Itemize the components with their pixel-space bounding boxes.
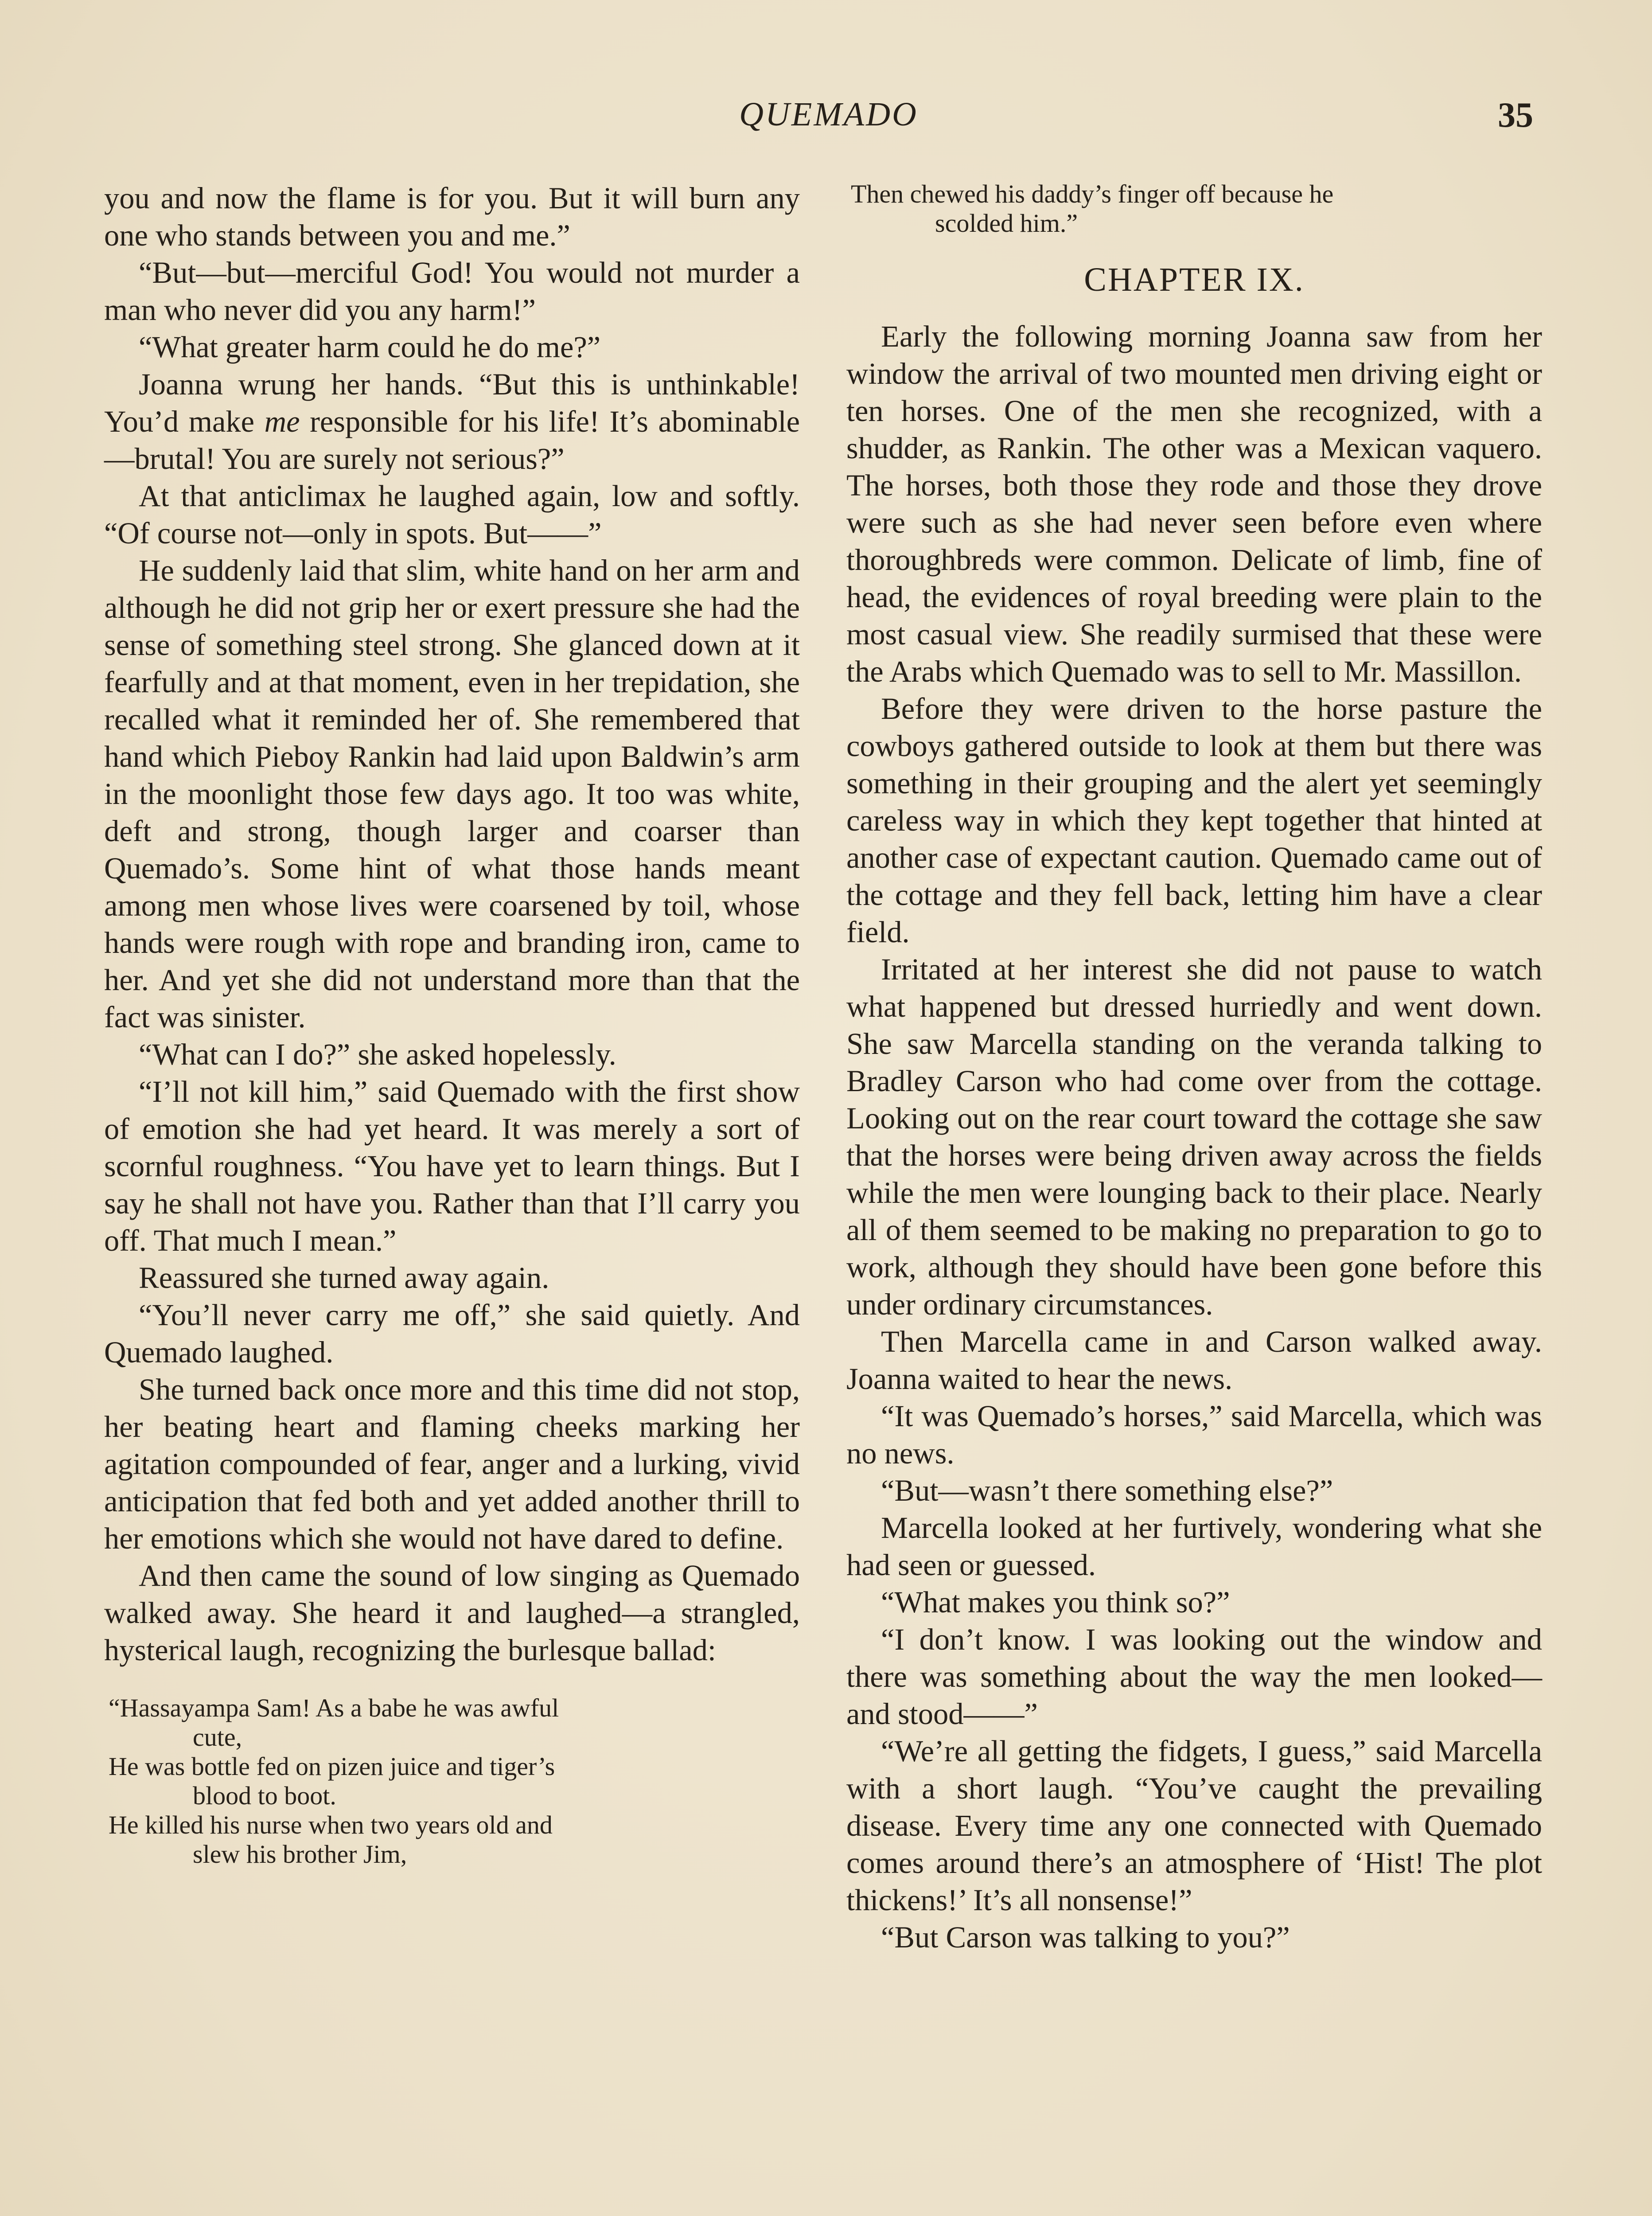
paragraph: “What greater harm could he do me?” [139, 330, 601, 364]
paragraph: you and now the flame is for you. But it will burn any one who stands between you and me.” [104, 181, 800, 252]
left-column [104, 179, 800, 1869]
paragraph: Early the following morning Joanna saw from her window the arrival of two mounted men driving eight or ten horses. One of the men she recognized, with a shudder, as Rankin. The other was a Mexican vaquero. The horses, both those they rode and those they drove were such as she had never seen before even where thoroughbreds were common. Delicate of limb, fine of head, the evidences of royal breeding were plain to the most casual view. She readily surmised that these were the Arabs which Quemado was to sell to Mr. Massillon. [846, 320, 1542, 688]
chapter-heading: CHAPTER IX. [1084, 261, 1305, 298]
ballad-verse [104, 1693, 800, 1869]
paragraph [104, 366, 800, 477]
paragraph: Reassured she turned away again. [139, 1261, 549, 1295]
right-column [846, 179, 1542, 1956]
paragraph: “What makes you think so?” [881, 1585, 1230, 1619]
paragraph: Before they were driven to the horse pasture the cowboys gathered outside to look at them but there was something in their grouping and the alert yet seemingly careless way in which they kept together that hinted at another case of expectant caution. Quemado came out of the cottage and they fell back, letting him have a clear field. [846, 692, 1542, 949]
paragraph: She turned back once more and this time did not stop, her beating heart and flaming cheeks marking her agitation compounded of fear, anger and a lurking, vivid anticipation that fed both and yet added another thrill to her emotions which she would not have dared to define. [104, 1373, 800, 1555]
paragraph: Marcella looked at her furtively, wondering what she had seen or guessed. [846, 1511, 1542, 1582]
verse-line: He killed his nurse when two years old and [109, 1810, 553, 1839]
paragraph: “It was Quemado’s horses,” said Marcella, which was no news. [846, 1399, 1542, 1470]
running-title: QUEMADO [739, 96, 918, 133]
text-run: responsible for his life! It’s abominable—brutal! You are surely not serious?” [104, 405, 800, 476]
text-run: Joanna wrung her hands. “But this is unthinkable! You’d make [104, 367, 800, 438]
ballad-verse-end [846, 179, 1542, 238]
verse-line-continuation: blood to boot. [193, 1781, 336, 1810]
italic-emphasis: me [264, 405, 300, 438]
paragraph: “You’ll never carry me off,” she said quietly. And Quemado laughed. [104, 1298, 800, 1369]
paragraph: “But Carson was talking to you?” [881, 1920, 1290, 1954]
paragraph: “I’ll not kill him,” said Quemado with the first show of emotion she had yet heard. It was merely a sort of scornful roughness. “You have yet to learn things. But I say he shall not have you. Rather than that I’ll carry you off. That much I mean.” [104, 1075, 800, 1257]
paragraph: “I don’t know. I was looking out the window and there was something about the way the men looked—and stood——” [846, 1623, 1542, 1731]
verse-line: “Hassayampa Sam! As a babe he was awful [109, 1693, 559, 1722]
paragraph: At that anticlimax he laughed again, low and softly. “Of course not—only in spots. But——” [104, 479, 800, 550]
verse-line: He was bottle fed on pizen juice and tiger’s [109, 1752, 555, 1781]
verse-line-continuation: cute, [193, 1723, 242, 1752]
paragraph: He suddenly laid that slim, white hand on her arm and although he did not grip her or exert pressure she had the sense of something steel strong. She glanced down at it fearfully and at that moment, even in her trepidation, she recalled what it reminded her of. She remembered that hand which Pieboy Rankin had laid upon Baldwin’s arm in the moonlight those few days ago. It too was white, deft and strong, though larger and coarser than Quemado’s. Some hint of what those hands meant among men whose lives were coarsened by toil, whose hands were rough with rope and branding iron, came to her. And yet she did not understand more than that the fact was sinister. [104, 554, 800, 1034]
paragraph: Then Marcella came in and Carson walked away. Joanna waited to hear the news. [846, 1325, 1542, 1396]
paragraph: “But—wasn’t there something else?” [881, 1474, 1333, 1507]
paragraph: “We’re all getting the fidgets, I guess,” said Marcella with a short laugh. “You’ve caught the prevailing disease. Every time any one connected with Quemado comes around there’s an atmosphere of ‘Hist! The plot thickens!’ It’s all nonsense!” [846, 1734, 1542, 1917]
paragraph: And then came the sound of low singing as Quemado walked away. She heard it and laughed—a strangled, hysterical laugh, recognizing the burlesque ballad: [104, 1559, 800, 1667]
verse-line-continuation: slew his brother Jim, [193, 1840, 407, 1869]
verse-line-continuation: scolded him.” [935, 209, 1078, 238]
paragraph: Irritated at her interest she did not pause to watch what happened but dressed hurriedly and went down. She saw Marcella standing on the veranda talking to Bradley Carson who had come over from the cottage. Looking out on the rear court toward the cottage she saw that the horses were being driven away across the fields while the men were lounging back to their place. Nearly all of them seemed to be making no preparation to go to work, although they should have been gone before this under ordinary circumstances. [846, 952, 1542, 1321]
paragraph: “But—but—merciful God! You would not murder a man who never did you any harm!” [104, 256, 800, 327]
page-number: 35 [1498, 96, 1533, 135]
verse-line: Then chewed his daddy’s finger off because he [851, 179, 1334, 208]
paragraph: “What can I do?” she asked hopelessly. [139, 1038, 616, 1071]
